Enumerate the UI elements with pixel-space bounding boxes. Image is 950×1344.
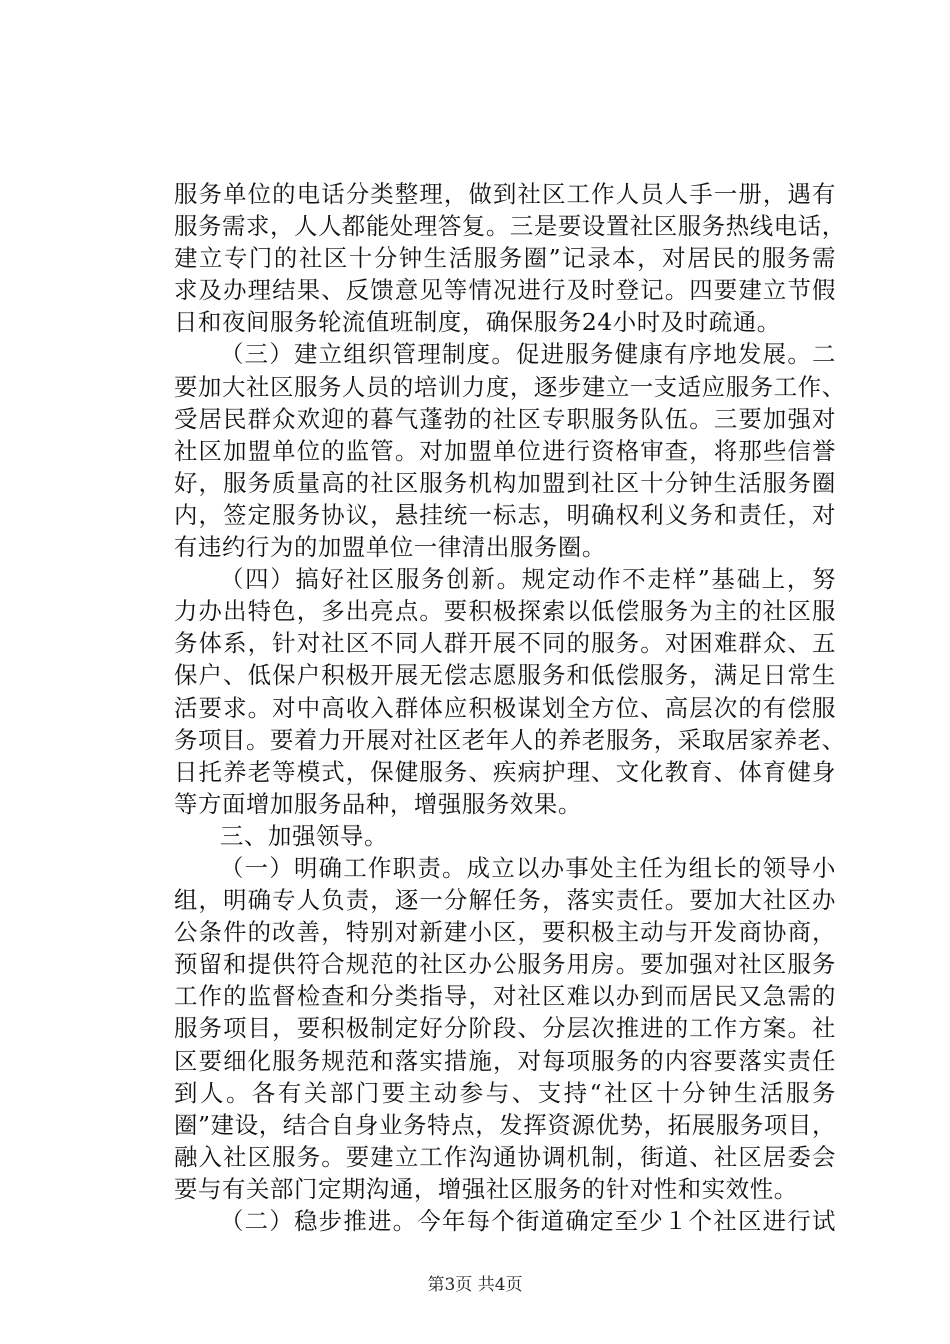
text-line: 活要求。对中高收入群体应积极谋划全方位、高层次的有偿服 bbox=[174, 693, 836, 722]
text-line: 日托养老等模式，保健服务、疾病护理、文化教育、体育健身 bbox=[174, 757, 836, 786]
text-line: 组，明确专人负责，逐一分解任务，落实责任。要加大社区办 bbox=[174, 886, 836, 915]
text-line: 要与有关部门定期沟通，增强社区服务的针对性和实效性。 bbox=[174, 1174, 798, 1203]
text-line: （四）搞好社区服务创新。规定动作不走样”基础上，努 bbox=[220, 565, 836, 594]
text-line: 务体系，针对社区不同人群开展不同的服务。对困难群众、五 bbox=[174, 629, 836, 658]
text-line: 融入社区服务。要建立工作沟通协调机制，街道、社区居委会 bbox=[174, 1142, 836, 1171]
text-line: （二）稳步推进。今年每个街道确定至少１个社区进行试 bbox=[220, 1207, 836, 1235]
text-line: 日和夜间服务轮流值班制度，确保服务24小时及时疏通。 bbox=[174, 308, 781, 337]
text-line: 建立专门的社区十分钟生活服务圈”记录本，对居民的服务需 bbox=[174, 244, 836, 273]
text-line: 服务需求，人人都能处理答复。三是要设置社区服务热线电话， bbox=[174, 212, 846, 241]
text-line: （三）建立组织管理制度。促进服务健康有序地发展。二 bbox=[220, 340, 836, 369]
text-line: 三、加强领导。 bbox=[220, 821, 388, 850]
text-line: 内，签定服务协议，悬挂统一标志，明确权利义务和责任，对 bbox=[174, 500, 836, 529]
text-line: 务项目。要着力开展对社区老年人的养老服务，采取居家养老、 bbox=[174, 725, 846, 754]
page-footer: 第3页 共4页 bbox=[427, 1275, 523, 1295]
text-line: 求及办理结果、反馈意见等情况进行及时登记。四要建立节假 bbox=[174, 276, 836, 305]
text-line: （一）明确工作职责。成立以办事处主任为组长的领导小 bbox=[220, 853, 836, 882]
text-line: 服务单位的电话分类整理，做到社区工作人员人手一册，遇有 bbox=[174, 180, 836, 208]
text-line: 有违约行为的加盟单位一律清出服务圈。 bbox=[174, 533, 606, 562]
text-line: 受居民群众欢迎的暮气蓬勃的社区专职服务队伍。三要加强对 bbox=[174, 404, 836, 433]
text-line: 等方面增加服务品种，增强服务效果。 bbox=[174, 789, 582, 818]
text-line: 服务项目，要积极制定好分阶段、分层次推进的工作方案。社 bbox=[174, 1014, 836, 1043]
text-line: 好，服务质量高的社区服务机构加盟到社区十分钟生活服务圈 bbox=[174, 468, 836, 497]
text-line: 社区加盟单位的监管。对加盟单位进行资格审查，将那些信誉 bbox=[174, 436, 836, 465]
text-line: 要加大社区服务人员的培训力度，逐步建立一支适应服务工作、 bbox=[174, 372, 846, 401]
document-body bbox=[174, 178, 846, 1237]
text-line: 保户、低保户积极开展无偿志愿服务和低偿服务，满足日常生 bbox=[174, 661, 836, 690]
text-line: 工作的监督检查和分类指导，对社区难以办到而居民又急需的 bbox=[174, 982, 836, 1011]
text-line: 区要细化服务规范和落实措施，对每项服务的内容要落实责任 bbox=[174, 1046, 836, 1075]
text-line: 圈”建设，结合自身业务特点，发挥资源优势，拓展服务项目， bbox=[174, 1110, 836, 1139]
text-line: 公条件的改善，特别对新建小区，要积极主动与开发商协商， bbox=[174, 918, 836, 947]
text-line: 预留和提供符合规范的社区办公服务用房。要加强对社区服务 bbox=[174, 950, 836, 979]
text-line: 力办出特色，多出亮点。要积极探索以低偿服务为主的社区服 bbox=[174, 597, 836, 626]
text-line: 到人。各有关部门要主动参与、支持“社区十分钟生活服务 bbox=[174, 1078, 836, 1107]
